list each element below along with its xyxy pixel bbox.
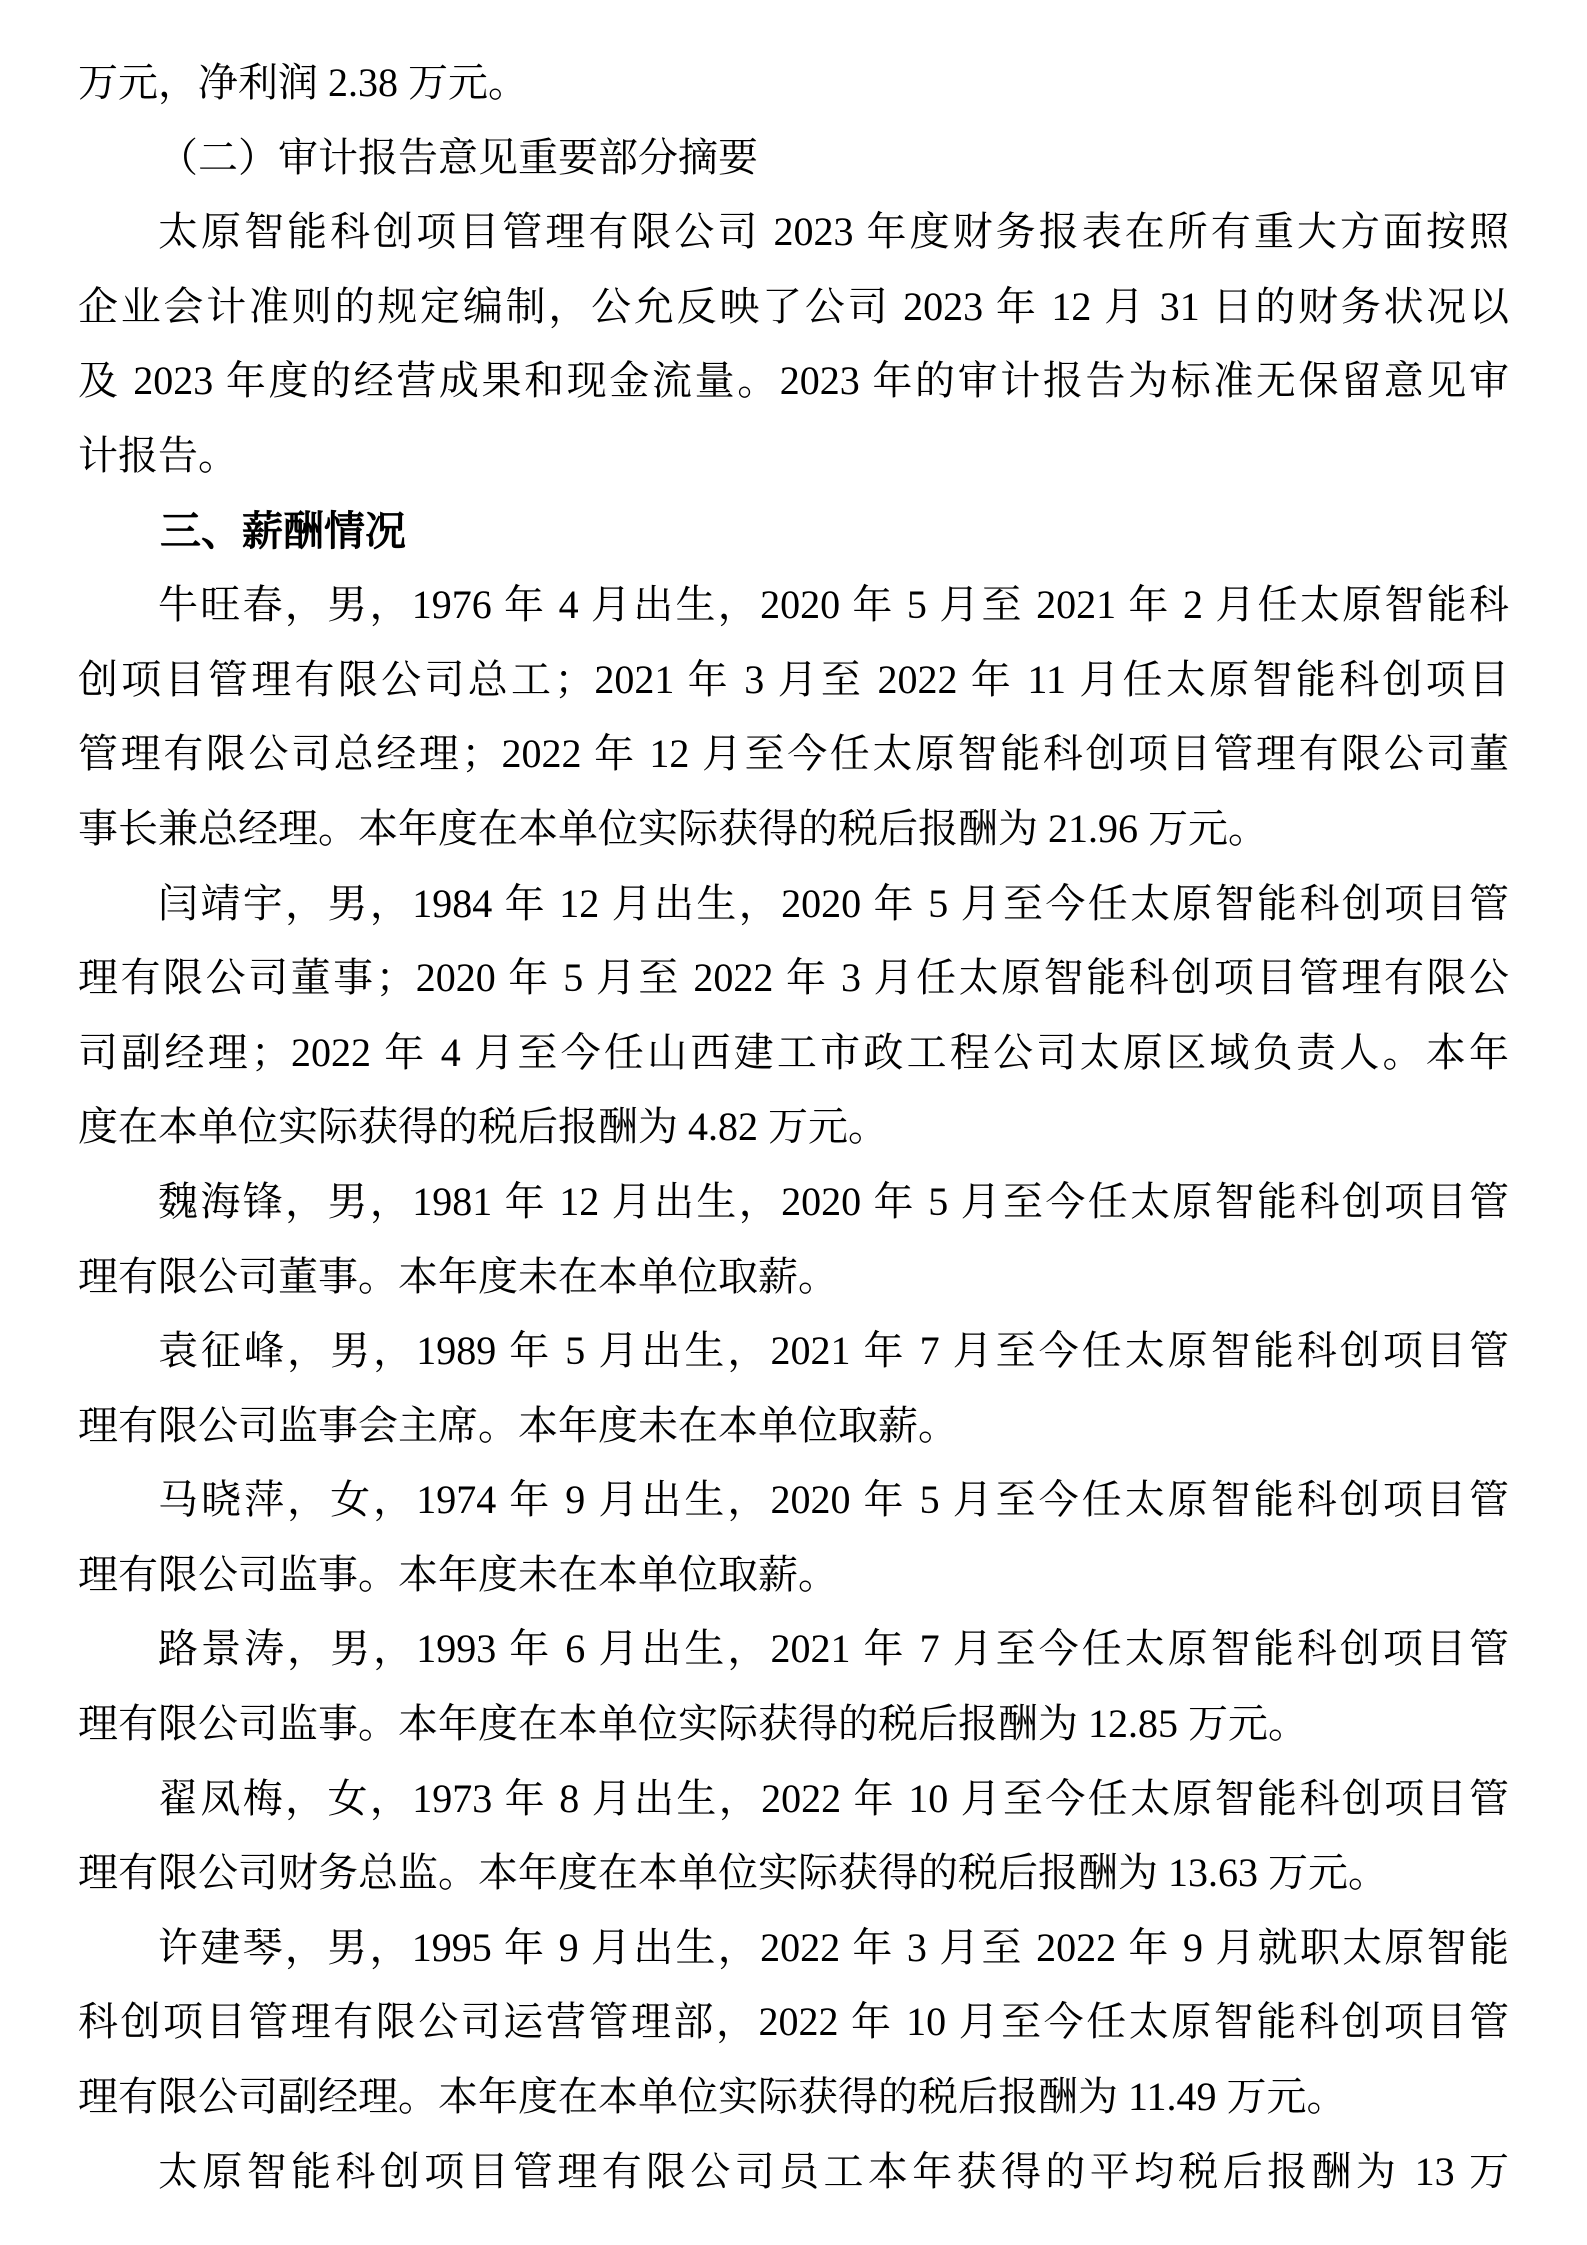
doc-line: 太原智能科创项目管理有限公司员工本年获得的平均税后报酬为 13 万 bbox=[158, 2148, 1509, 2194]
doc-line: 科创项目管理有限公司运营管理部，2022 年 10 月至今任太原智能科创项目管 bbox=[78, 1999, 1509, 2045]
doc-line: 理有限公司监事。本年度在本单位实际获得的税后报酬为 12.85 万元。 bbox=[78, 1701, 1308, 1747]
doc-line: 司副经理；2022 年 4 月至今任山西建工市政工程公司太原区域负责人。本年 bbox=[78, 1029, 1509, 1075]
doc-line: 袁征峰，男，1989 年 5 月出生，2021 年 7 月至今任太原智能科创项目管 bbox=[158, 1328, 1509, 1374]
doc-line: 创项目管理有限公司总工；2021 年 3 月至 2022 年 11 月任太原智能科创项目 bbox=[78, 656, 1509, 702]
doc-line: 路景涛，男，1993 年 6 月出生，2021 年 7 月至今任太原智能科创项目管 bbox=[158, 1626, 1509, 1672]
doc-line: 计报告。 bbox=[78, 432, 238, 478]
doc-line: 魏海锋，男，1981 年 12 月出生，2020 年 5 月至今任太原智能科创项目管 bbox=[158, 1178, 1509, 1224]
subsection-heading-audit-summary: （二）审计报告意见重要部分摘要 bbox=[158, 134, 758, 180]
doc-line: 许建琴，男，1995 年 9 月出生，2022 年 3 月至 2022 年 9 月就职太原智能 bbox=[158, 1924, 1509, 1970]
doc-line: 理有限公司董事；2020 年 5 月至 2022 年 3 月任太原智能科创项目管理有限公 bbox=[78, 955, 1509, 1001]
doc-line: 事长兼总经理。本年度在本单位实际获得的税后报酬为 21.96 万元。 bbox=[78, 805, 1268, 851]
section-heading-salary: 三、薪酬情况 bbox=[160, 507, 406, 554]
doc-line: 度在本单位实际获得的税后报酬为 4.82 万元。 bbox=[78, 1104, 888, 1150]
doc-line: 及 2023 年度的经营成果和现金流量。2023 年的审计报告为标准无保留意见审 bbox=[78, 358, 1509, 404]
doc-line: 太原智能科创项目管理有限公司 2023 年度财务报表在所有重大方面按照 bbox=[158, 209, 1509, 255]
doc-line: 理有限公司副经理。本年度在本单位实际获得的税后报酬为 11.49 万元。 bbox=[78, 2074, 1347, 2120]
doc-line: 管理有限公司总经理；2022 年 12 月至今任太原智能科创项目管理有限公司董 bbox=[78, 731, 1509, 777]
doc-line: 企业会计准则的规定编制，公允反映了公司 2023 年 12 月 31 日的财务状况以 bbox=[78, 283, 1509, 329]
doc-line: 牛旺春，男，1976 年 4 月出生，2020 年 5 月至 2021 年 2 月任太原智能科 bbox=[158, 582, 1509, 628]
doc-line: 万元，净利润 2.38 万元。 bbox=[78, 60, 528, 105]
doc-line: 理有限公司董事。本年度未在本单位取薪。 bbox=[78, 1253, 838, 1299]
doc-line: 闫靖宇，男，1984 年 12 月出生，2020 年 5 月至今任太原智能科创项目管 bbox=[158, 880, 1509, 926]
doc-line: 马晓萍，女，1974 年 9 月出生，2020 年 5 月至今任太原智能科创项目管 bbox=[158, 1477, 1509, 1523]
doc-line: 理有限公司监事会主席。本年度未在本单位取薪。 bbox=[78, 1402, 958, 1448]
doc-line: 理有限公司财务总监。本年度在本单位实际获得的税后报酬为 13.63 万元。 bbox=[78, 1850, 1388, 1896]
doc-line: 翟凤梅，女，1973 年 8 月出生，2022 年 10 月至今任太原智能科创项目管 bbox=[158, 1775, 1509, 1821]
doc-line: 理有限公司监事。本年度未在本单位取薪。 bbox=[78, 1551, 838, 1597]
